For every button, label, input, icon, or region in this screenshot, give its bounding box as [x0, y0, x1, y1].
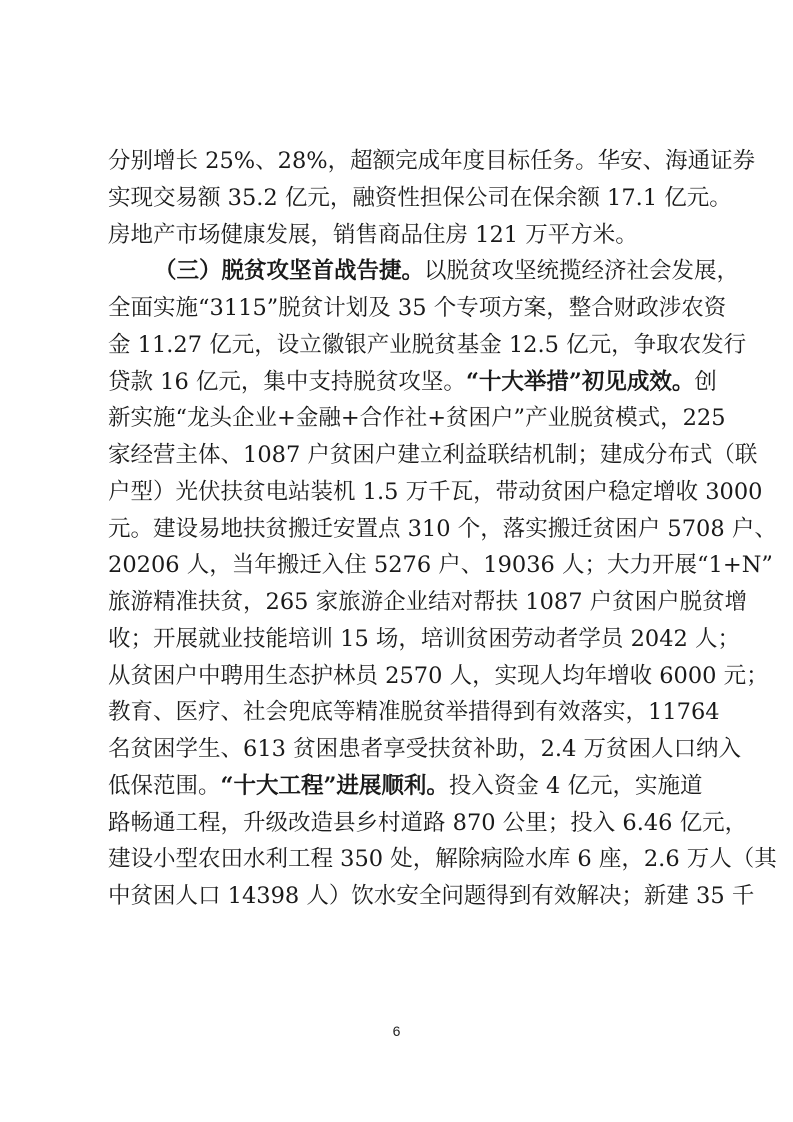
- text-line: [108, 367, 717, 397]
- text-segment: 路畅通工程，升级改造县乡村道路 870 公里；投入 6.46 亿元，: [108, 809, 748, 836]
- text-line: [108, 514, 777, 544]
- text-segment: 元。建设易地扶贫搬迁安置点 310 个，落实搬迁贫困户 5708 户、: [108, 515, 777, 542]
- text-segment: 建设小型农田水利工程 350 处，解除病险水库 6 座，2.6 万人（其: [108, 846, 777, 873]
- text-segment: 户型）光伏扶贫电站装机 1.5 万千瓦，带动贫困户稳定增收 3000: [108, 478, 763, 505]
- text-segment: 金 11.27 亿元，设立徽银产业脱贫基金 12.5 亿元，争取农发行: [108, 331, 747, 358]
- text-segment: 创: [694, 368, 717, 395]
- text-segment: 旅游精准扶贫，265 家旅游企业结对帮扶 1087 户贫困户脱贫增: [108, 589, 748, 615]
- text-segment: 贷款 16 亿元，集中支持脱贫攻坚。: [108, 368, 466, 395]
- text-segment: 20206 人，当年搬迁入住 5276 户、19036 人；大力开展“1+N”: [108, 552, 773, 579]
- text-line: [108, 587, 748, 617]
- text-line: [108, 550, 773, 580]
- text-line: [108, 808, 748, 838]
- text-segment: 收；开展就业技能培训 15 场，培训贫困劳动者学员 2042 人；: [108, 625, 741, 652]
- text-line: [108, 220, 688, 250]
- page-number: 6: [392, 1023, 401, 1039]
- text-line: [108, 293, 727, 323]
- text-segment: 家经营主体、1087 户贫困户建立利益联结机制；建成分布式（联: [108, 442, 758, 468]
- text-segment: 新实施“龙头企业+金融+合作社+贫困户”产业脱贫模式，225: [108, 405, 726, 432]
- text-line: [108, 734, 742, 764]
- bold-heading-text: （三）脱贫攻坚首战告捷。: [154, 258, 425, 285]
- text-line: [108, 771, 703, 801]
- text-line: [108, 440, 758, 470]
- text-segment: 教育、医疗、社会兜底等精准脱贫举措得到有效落实，11764: [108, 699, 720, 726]
- text-line: [108, 146, 756, 176]
- text-segment: 分别增长 25%、28%，超额完成年度目标任务。华安、海通证券: [108, 148, 756, 174]
- text-line: [154, 256, 740, 286]
- text-segment: 中贫困人口 14398 人）饮水安全问题得到有效解决；新建 35 千: [108, 883, 755, 909]
- bold-heading-text: “十大工程”进展顺利。: [220, 772, 449, 799]
- text-line: [108, 477, 763, 507]
- text-segment: 投入资金 4 亿元，实施道: [448, 772, 703, 799]
- text-line: [108, 330, 747, 360]
- text-line: [108, 183, 732, 213]
- text-line: [108, 661, 769, 691]
- text-segment: 全面实施“3115”脱贫计划及 35 个专项方案，整合财政涉农资: [108, 295, 727, 321]
- bold-heading-text: “十大举措”初见成效。: [465, 368, 695, 395]
- text-segment: 以脱贫攻坚统揽经济社会发展，: [424, 258, 740, 285]
- text-segment: 实现交易额 35.2 亿元，融资性担保公司在保余额 17.1 亿元。: [108, 184, 732, 211]
- text-line: [108, 624, 741, 654]
- text-segment: 名贫困学生、613 贫困患者享受扶贫补助，2.4 万贫困人口纳入: [108, 736, 742, 762]
- text-segment: 从贫困户中聘用生态护林员 2570 人，实现人均年增收 6000 元；: [108, 662, 769, 689]
- text-segment: 低保范围。: [108, 772, 221, 799]
- text-line: [108, 697, 720, 727]
- text-line: [108, 403, 726, 433]
- text-segment: 房地产市场健康发展，销售商品住房 121 万平方米。: [108, 221, 638, 248]
- text-line: [108, 844, 777, 874]
- text-line: [108, 881, 755, 911]
